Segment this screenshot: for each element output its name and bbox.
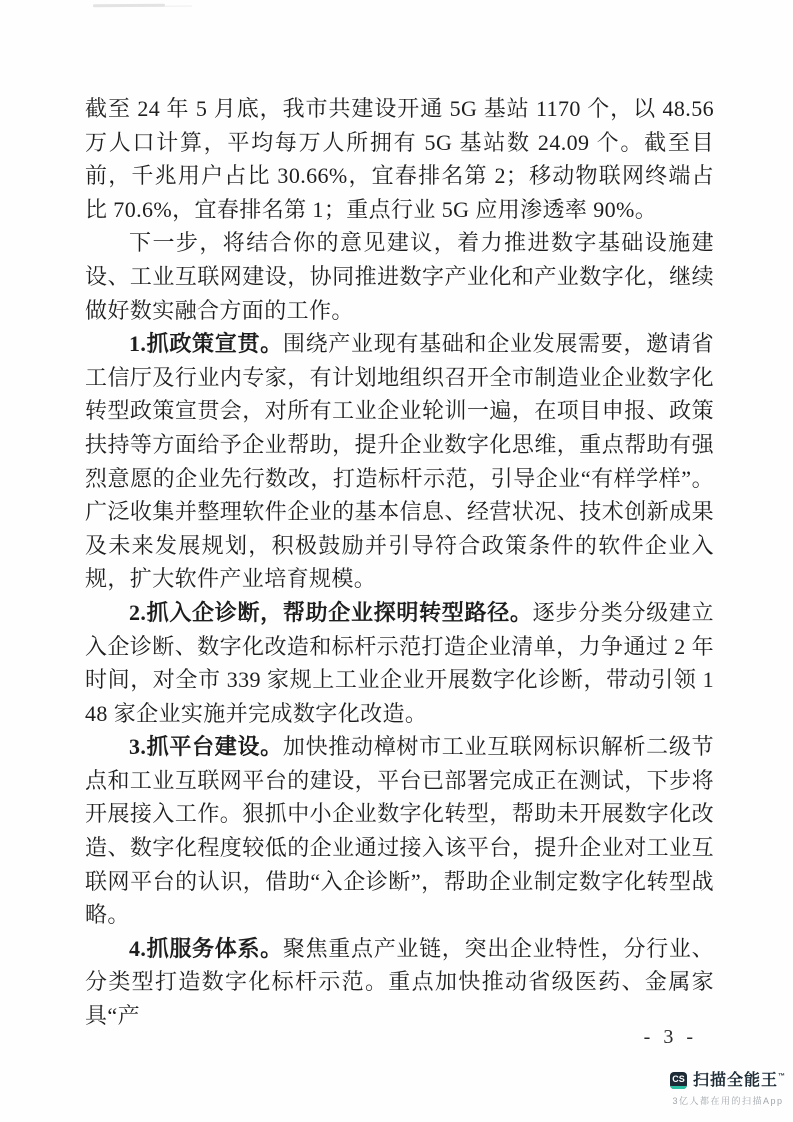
cs-badge-label: CS [672, 1074, 685, 1084]
paragraph [85, 226, 714, 327]
paragraph-text: 围绕产业现有基础和企业发展需要，邀请省工信厅及行业内专家，有计划地组织召开全市制造业企业数字化转型政策宣贯会，对所有工业企业轮训一遍，在项目申报、政策扶持等方面给予企业帮助，提升企业数字化思维，重点帮助有强烈意愿的企业先行数改，打造标杆示范，引导企业“有样学样”。广泛收集并整理软件企业的基本信息、经营状况、技术创新成果及未来发展规划，积极鼓励并引导符合政策条件的软件企业入规，扩大软件产业培育规模。 [85, 331, 714, 592]
camscanner-app-icon [670, 1072, 687, 1089]
paragraph [85, 932, 714, 1033]
paragraph-lead: 1.抓政策宣贯。 [129, 331, 283, 357]
paragraph [85, 730, 714, 932]
camscanner-brand-name [693, 1073, 786, 1089]
cs-badge-accent-bar [670, 1086, 687, 1089]
camscanner-watermark [670, 1072, 786, 1107]
paragraph-lead: 2.抓入企诊断，帮助企业探明转型路径。 [129, 599, 533, 625]
camscanner-tagline: 3亿人都在用的扫描App [672, 1096, 784, 1106]
paragraph-text: 聚焦重点产业链，突出企业特性，分行业、分类型打造数字化标杆示范。重点加快推动省级医药、金属家具“产 [85, 935, 714, 1029]
paragraph [85, 596, 714, 730]
paragraph-lead: 4.抓服务体系。 [129, 935, 283, 961]
page-number: - 3 - [643, 1026, 697, 1048]
paragraph-lead: 3.抓平台建设。 [129, 734, 283, 760]
paragraph [85, 92, 714, 226]
trademark-symbol: ™ [778, 1072, 786, 1080]
paragraph-text: 加快推动樟树市工业互联网标识解析二级节点和工业互联网平台的建设，平台已部署完成正在测试，下步将开展接入工作。狠抓中小企业数字化转型，帮助未开展数字化改造、数字化程度较低的企业通过接入该平台，提升企业对工业互联网平台的认识，借助“入企诊断”，帮助企业制定数字化转型战略。 [85, 734, 714, 928]
paragraph-text: 逐步分类分级建立入企诊断、数字化改造和标杆示范打造企业清单，力争通过 2 年时间，对全市 339 家规上工业企业开展数字化诊断，带动引领 148 家企业实施并完成数字化改造。 [85, 599, 714, 726]
paragraph-text: 下一步，将结合你的意见建议，着力推进数字基础设施建设、工业互联网建设，协同推进数字产业化和产业数字化，继续做好数实融合方面的工作。 [85, 230, 714, 323]
paragraph-text: 截至 24 年 5 月底，我市共建设开通 5G 基站 1170 个，以 48.56 万人口计算，平均每万人所拥有 5G 基站数 24.09 个。截至目前，千兆用户占比 30.66%，宜春排名第 2；移动物联网终端占比 70.6%，宜春排名第 1；重点行业 5G 应用渗透率 90%。 [85, 96, 714, 222]
document-body [85, 92, 714, 1033]
scan-smudge-artifact [93, 4, 165, 8]
paragraph [85, 327, 714, 596]
camscanner-logo-row [670, 1072, 786, 1089]
brand-text: 扫描全能王 [692, 1071, 778, 1089]
